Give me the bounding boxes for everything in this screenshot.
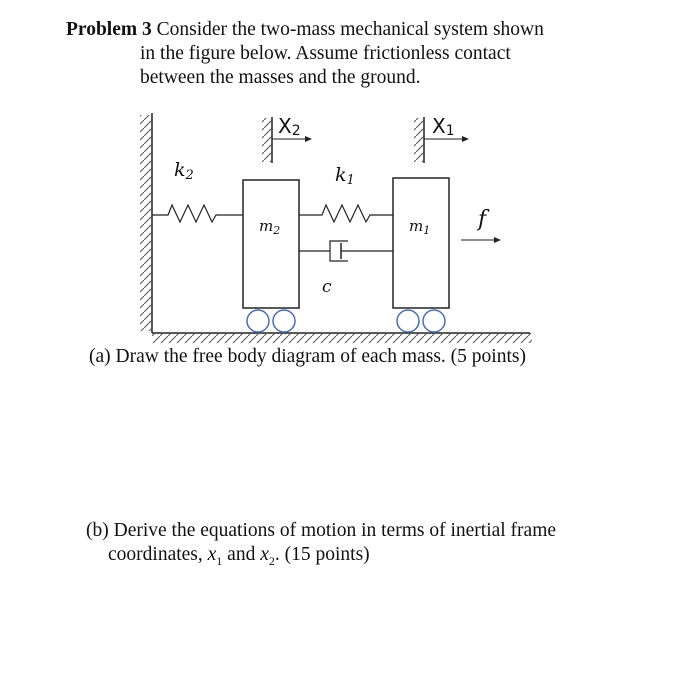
k2-label: k2: [174, 159, 194, 183]
part-b-prefix: coordinates,: [108, 544, 208, 565]
m1-wheel-right: [423, 310, 445, 332]
k1-label: k1: [335, 164, 355, 188]
x2-reference: [262, 114, 312, 163]
var-x1-sub: 1: [216, 553, 223, 568]
x1-label: X1: [432, 114, 455, 139]
var-x2-sub: 2: [268, 553, 275, 568]
problem-heading: Problem 3: [66, 19, 152, 40]
mass-m2: [243, 180, 299, 332]
part-b-suffix: . (15 points): [274, 544, 370, 565]
part-a-text: (a) Draw the free body diagram of each mass. (5 points): [89, 346, 526, 367]
left-wall: [140, 113, 152, 333]
problem-line-2: in the figure below. Assume frictionless contact: [140, 43, 511, 64]
problem-text-1: Consider the two-mass mechanical system shown: [156, 19, 544, 40]
ground: [152, 333, 532, 343]
m2-wheel-right: [273, 310, 295, 332]
m1-label: $m_1$: [409, 217, 431, 237]
m2-label: $m_2$: [259, 217, 281, 237]
x2-label: X2: [278, 114, 301, 139]
var-x2: x: [260, 544, 269, 565]
mass-m1: [393, 178, 449, 332]
problem-line-3: between the masses and the ground.: [140, 67, 421, 88]
damper-c: [299, 241, 393, 297]
spring-k1: [299, 164, 393, 222]
f-label: f: [478, 207, 487, 232]
part-a: [89, 345, 526, 369]
part-b: [86, 519, 556, 573]
part-b-line-2: [86, 543, 556, 573]
x1-reference: [414, 114, 469, 163]
m2-wheel-left: [247, 310, 269, 332]
spring-k2: [152, 159, 243, 222]
c-label: c: [322, 277, 332, 297]
part-b-and: and: [222, 544, 261, 565]
part-b-line-1: (b) Derive the equations of motion in terms of inertial frame: [86, 520, 557, 541]
var-x1: x: [207, 544, 217, 565]
m1-wheel-left: [397, 310, 419, 332]
force-f: [461, 207, 501, 243]
